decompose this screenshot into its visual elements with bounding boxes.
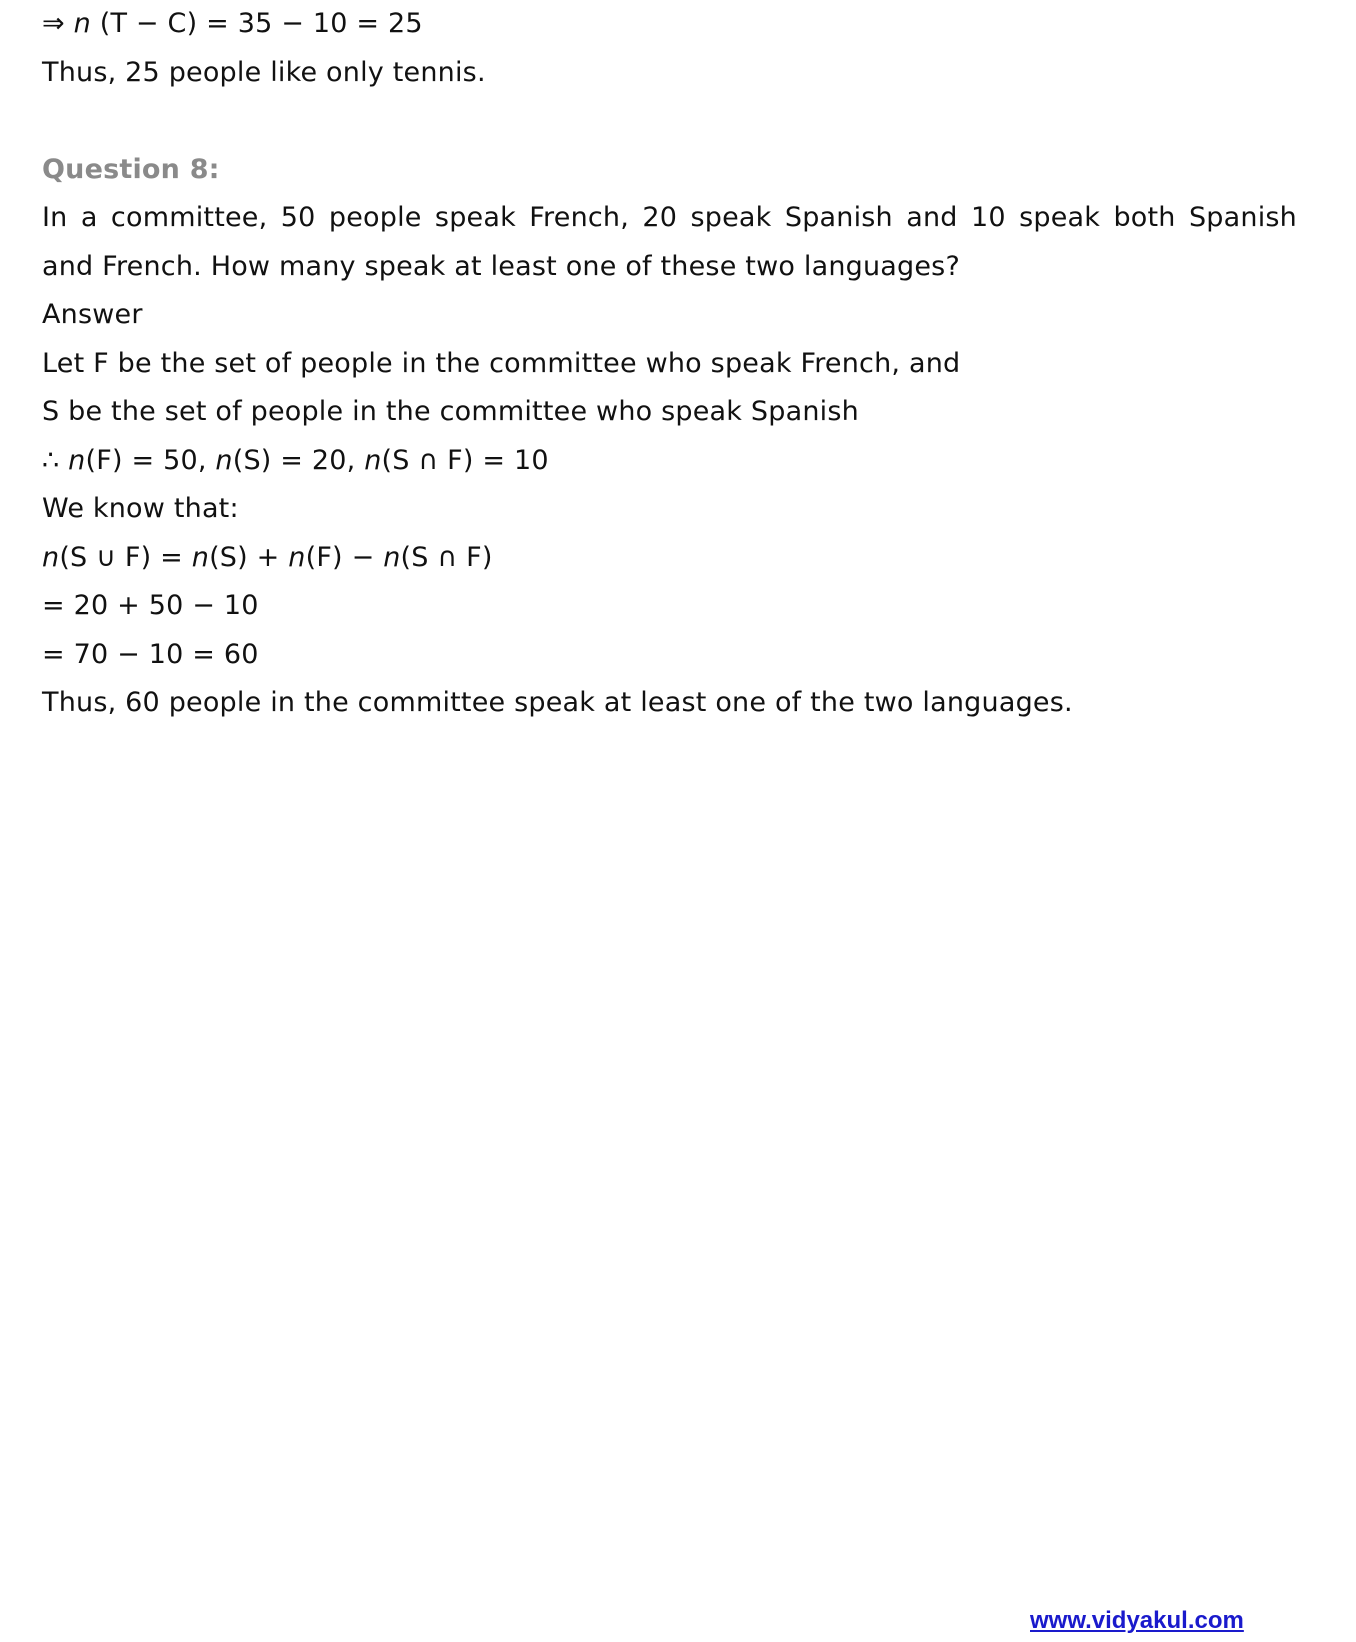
math-variable-n: n xyxy=(42,542,60,573)
we-know-line: We know that: xyxy=(42,493,239,524)
implies-symbol: ⇒ xyxy=(42,8,74,39)
footer-website-link[interactable]: www.vidyakul.com xyxy=(1030,1607,1244,1634)
final-conclusion: Thus, 60 people in the committee speak at least one of the two languages. xyxy=(42,687,1073,718)
formula-part-2: (S) + xyxy=(209,542,289,573)
math-variable-n: n xyxy=(215,445,233,476)
let-statement-line-1: Let F be the set of people in the committee who speak French, and xyxy=(42,348,961,379)
question-text-line-2: and French. How many speak at least one of these two languages? xyxy=(42,251,960,282)
formula-line xyxy=(42,540,493,576)
given-part-1: (F) = 50, xyxy=(85,445,216,476)
math-variable-n: n xyxy=(68,445,86,476)
math-variable-n: n xyxy=(288,542,306,573)
math-variable-n: n xyxy=(73,8,91,39)
answer-label: Answer xyxy=(42,299,143,330)
formula-part-1: (S ∪ F) = xyxy=(59,542,192,573)
math-variable-n: n xyxy=(383,542,401,573)
math-variable-n: n xyxy=(364,445,382,476)
let-statement-line-2: S be the set of people in the committee who speak Spanish xyxy=(42,396,859,427)
given-part-2: (S) = 20, xyxy=(232,445,365,476)
previous-conclusion: Thus, 25 people like only tennis. xyxy=(42,57,486,88)
therefore-symbol: ∴ xyxy=(42,445,69,476)
given-part-3: (S ∩ F) = 10 xyxy=(381,445,549,476)
question-text-line-1: In a committee, 50 people speak French, 20 speak Spanish and 10 speak both Spanish xyxy=(42,202,1297,233)
previous-result-expression: (T − C) = 35 − 10 = 25 xyxy=(90,8,423,39)
formula-part-4: (S ∩ F) xyxy=(400,542,493,573)
calculation-step-2: = 70 − 10 = 60 xyxy=(42,639,259,670)
calculation-step-1: = 20 + 50 − 10 xyxy=(42,590,259,621)
previous-result-line xyxy=(42,6,423,42)
given-values-line xyxy=(42,443,549,479)
formula-part-3: (F) − xyxy=(305,542,384,573)
math-variable-n: n xyxy=(191,542,210,573)
question-8-heading: Question 8: xyxy=(42,154,220,185)
